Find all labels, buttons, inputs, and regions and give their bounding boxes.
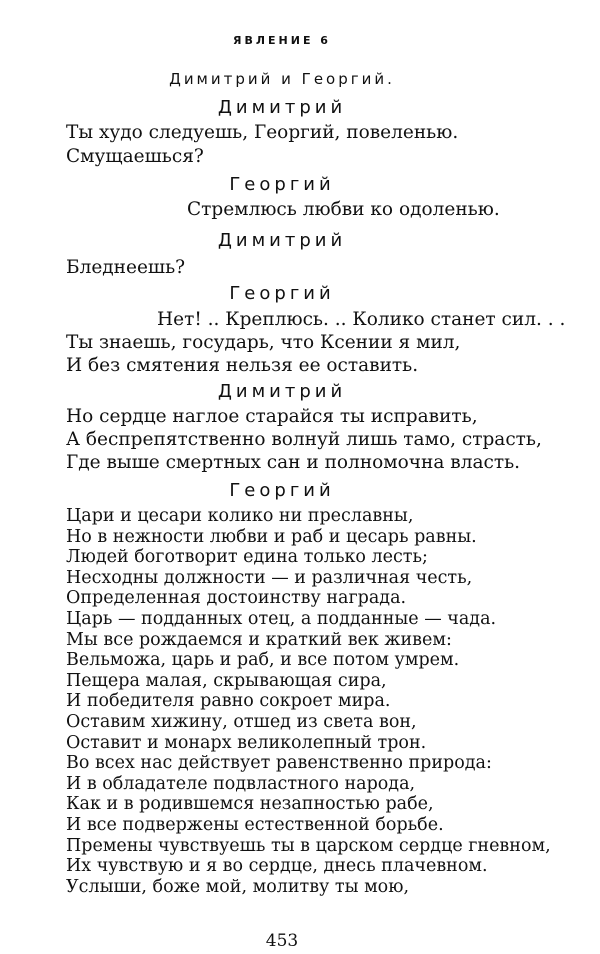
verse-line: И в обладателе подвластного народа, xyxy=(66,773,416,794)
verse-line: Оставим хижину, отшед из света вон, xyxy=(66,712,417,732)
verse-line: Ты знаешь, государь, что Ксении я мил, xyxy=(66,332,461,353)
verse-line: Ты худо следуешь, Георгий, повеленью. xyxy=(66,122,459,143)
scene-heading: ЯВЛЕНИЕ 6 xyxy=(233,34,331,47)
verse-line: Как и в родившемся незапностью рабе, xyxy=(66,794,434,815)
verse-line: Где выше смертных сан и полномочна власть. xyxy=(66,452,521,473)
verse-line: Несходны должности — и различная честь, xyxy=(66,567,473,588)
verse-line: Мы все рождаемся и краткий век живем: xyxy=(66,629,452,650)
verse-line: Определенная достоинству награда. xyxy=(66,588,407,609)
verse-line: Их чувствую и я во сердце, днесь плачевном. xyxy=(66,856,488,877)
verse-line: Смущаешься? xyxy=(66,146,204,167)
verse-line: А беспрепятственно волнуй лишь тамо, страсть, xyxy=(66,429,542,450)
verse-line: Но в нежности любви и раб и цесарь равны. xyxy=(66,526,477,547)
speaker-name: Георгий xyxy=(229,480,335,501)
verse-line: Оставит и монарх великолепный трон. xyxy=(66,732,427,753)
verse-line: Цари и цесари колико ни преславны, xyxy=(66,506,414,526)
verse-line: И победителя равно сокроет мира. xyxy=(66,691,391,712)
verse-line: И без смятения нельзя ее оставить. xyxy=(66,355,419,376)
verse-line: Но сердце наглое старайся ты исправить, xyxy=(66,406,478,427)
verse-line: Стремлюсь любви ко одоленью. xyxy=(187,199,500,220)
page-number: 453 xyxy=(265,931,299,951)
verse-line: Нет! .. Креплюсь. .. Колико станет сил. . . xyxy=(157,309,566,330)
verse-line: И все подвержены естественной борьбе. xyxy=(66,815,444,835)
speaker-name: Георгий xyxy=(229,283,335,304)
verse-line: Пещера малая, скрывающая сира, xyxy=(66,670,387,691)
verse-line: Премены чувствуешь ты в царском сердце гневном, xyxy=(66,835,551,856)
speaker-name: Георгий xyxy=(229,174,335,195)
verse-line: Людей боготворит едина только лесть; xyxy=(66,547,428,568)
verse-line: Вельможа, царь и раб, и все потом умрем. xyxy=(66,650,460,671)
speaker-name: Димитрий xyxy=(217,97,347,118)
cast-list: Димитрий и Георгий. xyxy=(169,70,395,88)
verse-line: Услыши, боже мой, молитву ты мою, xyxy=(66,876,410,897)
speaker-name: Димитрий xyxy=(217,381,347,402)
verse-line: Во всех нас действует равенственно природа: xyxy=(66,753,492,774)
speaker-name: Димитрий xyxy=(217,230,347,251)
verse-line: Царь — подданных отец, а подданные — чада. xyxy=(66,609,497,629)
verse-line: Бледнеешь? xyxy=(66,257,186,278)
